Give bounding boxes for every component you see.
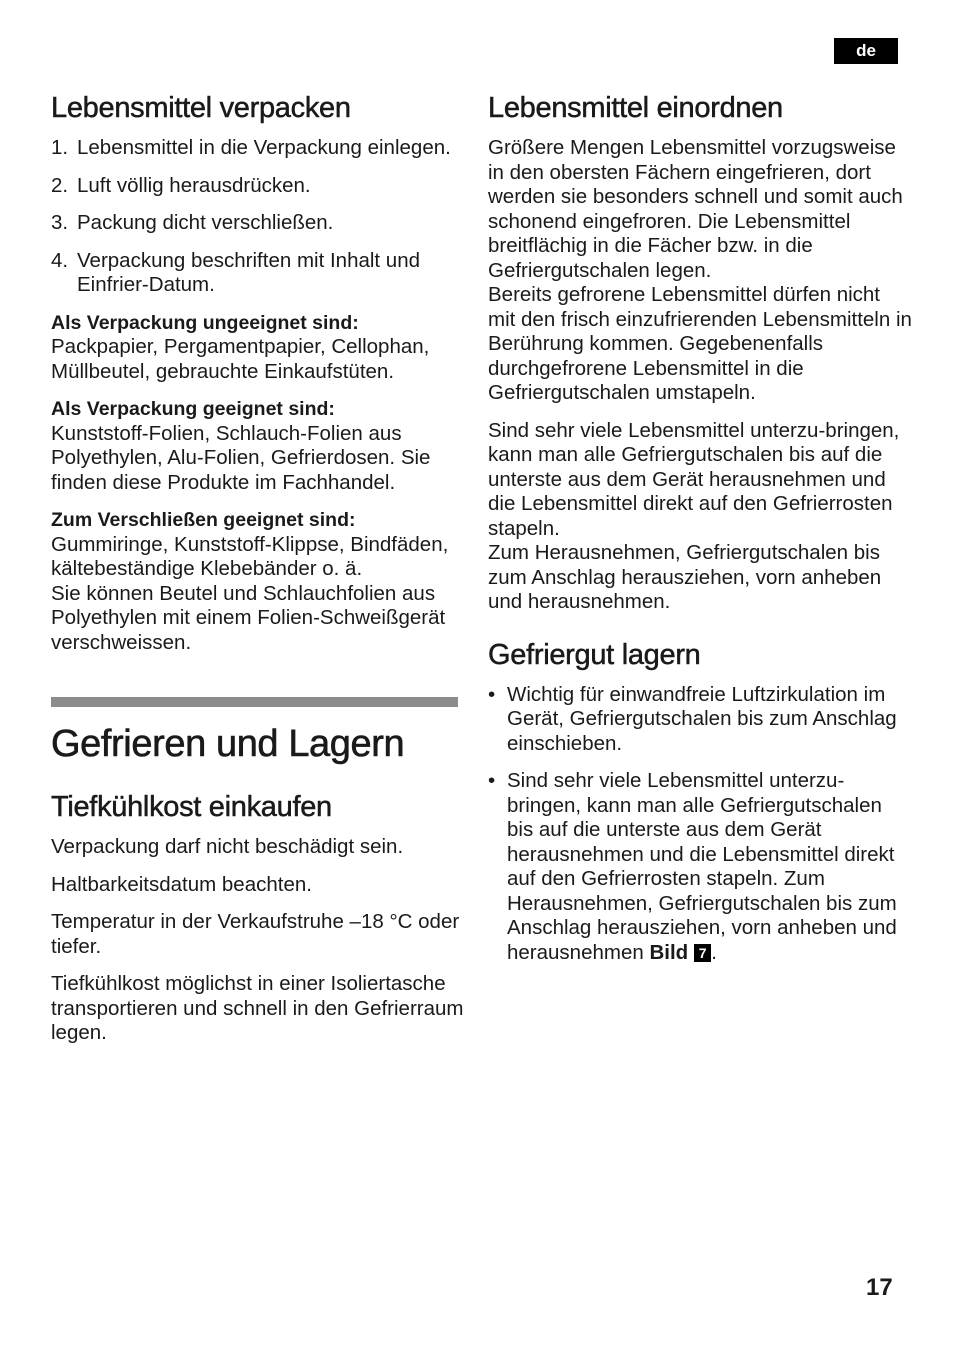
right-column — [488, 90, 912, 978]
list-item — [51, 136, 465, 161]
step-text: Luft völlig herausdrücken. — [77, 173, 311, 197]
arranging-heading: Lebensmittel einordnen — [488, 92, 783, 124]
shopping-heading: Tiefkühlkost einkaufen — [51, 791, 332, 823]
arranging-paragraph-4: Zum Herausnehmen, Gefriergutschalen bis zum Anschlag herausziehen, vorn anheben und herausnehmen. — [488, 541, 882, 613]
bullet-text-with-figure — [507, 769, 912, 965]
closing-text-2: Sie können Beutel und Schlauchfolien aus Polyethylen mit einem Folien-Schweißgerät verschweissen. — [51, 581, 446, 654]
closing-block — [51, 508, 465, 655]
closing-label: Zum Verschließen geeignet sind: — [51, 509, 356, 531]
figure-number-badge: 7 — [694, 944, 711, 962]
sentence-end: . — [711, 940, 717, 964]
suitable-block — [51, 397, 465, 495]
arranging-paragraph-3: Sind sehr viele Lebensmittel unterzu-bringen, kann man alle Gefriergutschalen bis auf die unterste aus dem Gerät herausnehmen und die Lebensmittel direkt auf den Gefrierrosten stapeln. — [488, 418, 900, 540]
storing-list — [488, 683, 912, 966]
bullet-text: Wichtig für einwandfreie Luftzirkulation im Gerät, Gefriergutschalen bis zum Anschlag einschieben. — [507, 682, 897, 755]
storing-section — [488, 637, 912, 966]
shopping-paragraph-1: Verpackung darf nicht beschädigt sein. — [51, 835, 404, 858]
shopping-paragraph-2: Haltbarkeitsdatum beachten. — [51, 872, 312, 896]
shopping-paragraph-3: Temperatur in der Verkaufstruhe –18 °C oder tiefer. — [51, 910, 460, 958]
page-number: 17 — [866, 1274, 893, 1301]
list-item — [51, 174, 465, 199]
left-column — [51, 90, 465, 1059]
step-number: 3. — [51, 211, 69, 234]
bullet: • — [488, 682, 496, 706]
step-text: Verpackung beschriften mit Inhalt und Einfrier-Datum. — [77, 248, 421, 296]
step-number: 2. — [51, 173, 69, 197]
list-item — [51, 249, 465, 298]
language-badge: de — [834, 38, 898, 64]
section-divider — [51, 697, 458, 707]
packing-heading: Lebensmittel verpacken — [51, 92, 351, 124]
unsuitable-text: Packpapier, Pergamentpapier, Cellophan, Müllbeutel, gebrauchte Einkaufstüten. — [51, 335, 430, 383]
step-text: Packung dicht verschließen. — [77, 211, 334, 234]
unsuitable-label: Als Verpackung ungeeignet sind: — [51, 311, 359, 334]
unsuitable-block — [51, 311, 465, 385]
step-number: 4. — [51, 248, 69, 272]
storing-heading: Gefriergut lagern — [488, 638, 701, 671]
section-title: Gefrieren und Lagern — [51, 723, 405, 765]
list-item — [488, 769, 912, 965]
arranging-paragraph-2: Bereits gefrorene Lebensmittel dürfen nicht mit den frisch einzufrierenden Lebensmitteln in Berührung kommen. Gegebenenfalls durchgefrorene Lebensmittel in die Gefriergutschalen umstapeln. — [488, 283, 912, 404]
step-number: 1. — [51, 136, 69, 159]
shopping-section — [51, 789, 465, 1046]
arranging-section — [488, 90, 912, 615]
bullet-text: Sind sehr viele Lebensmittel unterzu-bringen, kann man alle Gefriergutschalen bis auf die unterste aus dem Gerät herausnehmen und die Lebensmittel direkt auf den Gefrierrosten stapeln. Zum Herausnehmen, Gefriergutschalen bis zum Anschlag herausziehen, vorn anheben und herausnehmen — [507, 769, 897, 964]
packing-section — [51, 90, 465, 655]
step-text: Lebensmittel in die Verpackung einlegen. — [77, 136, 451, 159]
suitable-label: Als Verpackung geeignet sind: — [51, 398, 335, 420]
list-item — [488, 683, 912, 757]
bullet: • — [488, 769, 496, 792]
packing-steps — [51, 136, 465, 298]
list-item — [51, 211, 465, 236]
arranging-paragraph-1: Größere Mengen Lebensmittel vorzugsweise in den obersten Fächern eingefrieren, dort werden sie besonders schnell und somit auch schonend eingefroren. Die Lebensmittel breitflächig in die Fächer bzw. in die Gefriergutschalen legen. — [488, 136, 903, 282]
figure-reference-label: Bild — [649, 940, 689, 964]
closing-text: Gummiringe, Kunststoff-Klippse, Bindfäden, kältebeständige Klebebänder o. ä. — [51, 532, 449, 580]
suitable-text: Kunststoff-Folien, Schlauch-Folien aus Polyethylen, Alu-Folien, Gefrierdosen. Sie finden diese Produkte im Fachhandel. — [51, 421, 431, 494]
shopping-paragraph-4: Tiefkühlkost möglichst in einer Isoliertasche transportieren und schnell in den Gefrierraum legen. — [51, 972, 464, 1044]
